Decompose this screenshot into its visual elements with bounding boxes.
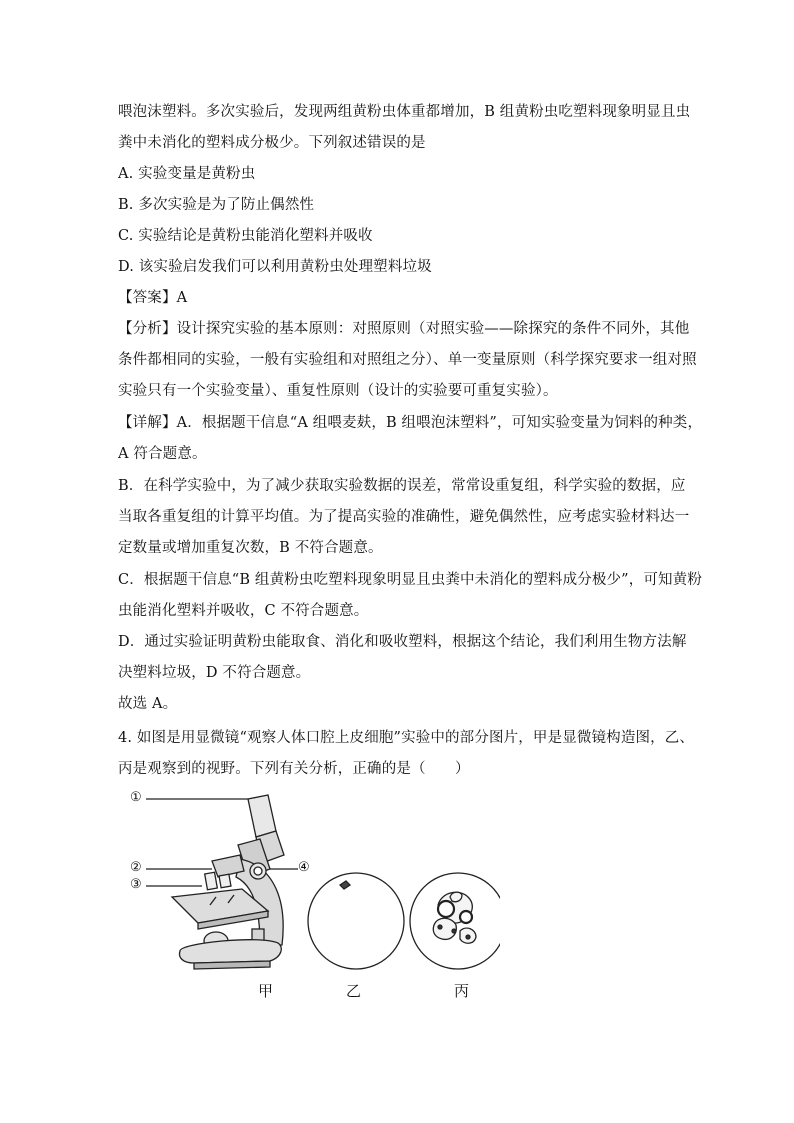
conclusion-line: 故选 A。	[118, 696, 178, 712]
microscope-diagram	[120, 785, 500, 1005]
microscope-figure	[120, 785, 500, 1005]
detail-line: 当取各重复组的计算平均值。为了提高实验的准确性，避免偶然性，应考虑实验材料达一	[118, 509, 690, 525]
option-c: C. 实验结论是黄粉虫能消化塑料并吸收	[118, 228, 373, 244]
analysis-line: 条件都相同的实验，一般有实验组和对照组之分）、单一变量原则（科学探究要求一组对照	[118, 352, 697, 368]
detail-line: A 符合题意。	[118, 446, 207, 462]
detail-line: C．根据题干信息“B 组黄粉虫吃塑料现象明显且虫粪中未消化的塑料成分极少”，可知黄粉	[118, 572, 702, 588]
base	[180, 940, 282, 963]
part-label-2: ②	[130, 860, 142, 875]
caption-bing: 丙	[454, 982, 470, 1000]
eyepiece	[248, 795, 276, 837]
view-yi	[308, 873, 404, 969]
caption-jia: 甲	[258, 982, 274, 1000]
analysis-line: 【分析】设计探究实验的基本原则：对照原则（对照实验——除探究的条件不同外，其他	[118, 321, 690, 337]
caption-yi: 乙	[346, 982, 362, 1000]
analysis-line: 实验只有一个实验变量）、重复性原则（设计的实验要可重复实验）。	[118, 383, 558, 399]
part-label-4: ④	[298, 860, 310, 875]
option-b: B. 多次实验是为了防止偶然性	[118, 197, 315, 213]
question-line: 4. 如图是用显微镜“观察人体口腔上皮细胞”实验中的部分图片，甲是显微镜构造图，乙、	[118, 730, 695, 746]
detail-line: 决塑料垃圾，D 不符合题意。	[118, 665, 311, 681]
text-line: 粪中未消化的塑料成分极少。下列叙述错误的是	[118, 135, 426, 151]
option-d: D. 该实验启发我们可以利用黄粉虫处理塑料垃圾	[118, 259, 432, 275]
detail-line: B．在科学实验中，为了减少获取实验数据的误差，常常设重复组，科学实验的数据，应	[118, 478, 686, 494]
option-a: A. 实验变量是黄粉虫	[118, 166, 256, 182]
question-line: 丙是观察到的视野。下列有关分析，正确的是（ ）	[118, 761, 470, 777]
answer-line: 【答案】A	[118, 290, 188, 306]
detail-line: 虫能消化塑料并吸收，C 不符合题意。	[118, 603, 369, 619]
detail-line: D．通过实验证明黄粉虫能取食、消化和吸收塑料，根据这个结论，我们利用生物方法解	[118, 634, 687, 650]
part-label-3: ③	[130, 877, 142, 892]
detail-line: 【详解】A．根据题干信息“A 组喂麦麸，B 组喂泡沫塑料”，可知实验变量为饲料的种类，	[118, 415, 703, 431]
detail-line: 定数量或增加重复次数，B 不符合题意。	[118, 540, 383, 556]
part-label-1: ①	[130, 790, 142, 805]
text-line: 喂泡沫塑料。多次实验后，发现两组黄粉虫体重都增加，B 组黄粉虫吃塑料现象明显且虫	[118, 104, 691, 120]
